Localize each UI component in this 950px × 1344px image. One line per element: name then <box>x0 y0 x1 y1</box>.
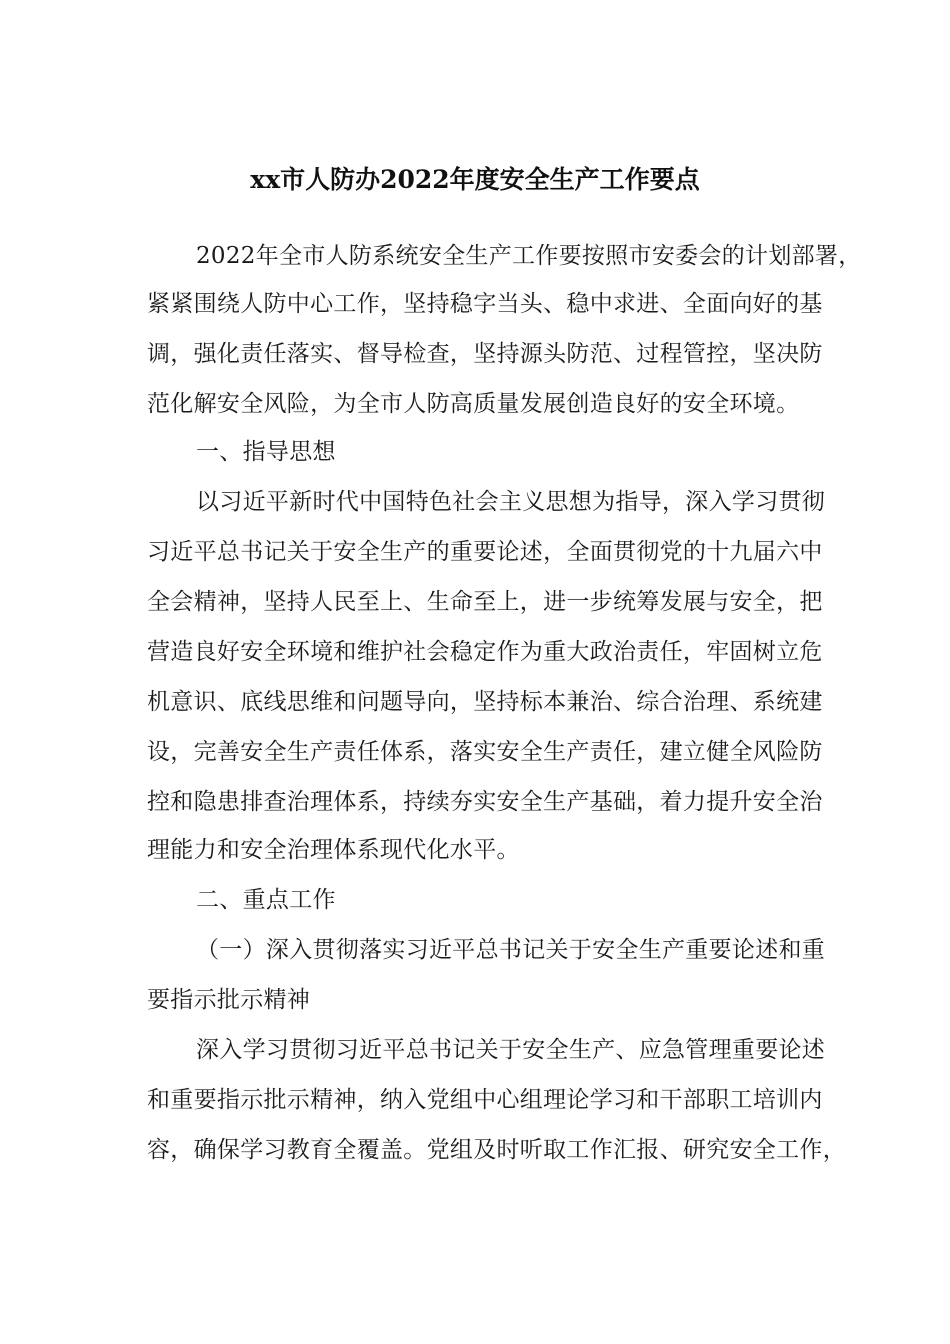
guiding-line-7: 控和隐患排查治理体系，持续夯实安全生产基础，着力提升安全治 <box>147 789 823 815</box>
intro-line-1: 2022年全市人防系统安全生产工作要按照市安委会的计划部署， <box>196 243 862 269</box>
key-work-line-2: 和重要指示批示精神，纳入党组中心组理论学习和干部职工培训内 <box>147 1087 823 1113</box>
document-title: xx市人防办2022年度安全生产工作要点 <box>250 165 700 194</box>
section-heading-key-work: 二、重点工作 <box>196 887 336 913</box>
intro-line-2: 紧紧围绕人防中心工作，坚持稳字当头、稳中求进、全面向好的基 <box>147 291 823 317</box>
subsection-heading-1-line-2: 要指示批示精神 <box>147 987 311 1013</box>
section-heading-guiding-thought: 一、指导思想 <box>196 439 336 465</box>
intro-line-4: 范化解安全风险，为全市人防高质量发展创造良好的安全环境。 <box>147 391 800 417</box>
guiding-line-4: 营造良好安全环境和维护社会稳定作为重大政治责任，牢固树立危 <box>147 639 823 665</box>
guiding-line-8: 理能力和安全治理体系现代化水平。 <box>147 837 520 863</box>
guiding-line-1: 以习近平新时代中国特色社会主义思想为指导，深入学习贯彻 <box>196 489 826 515</box>
intro-line-3: 调，强化责任落实、督导检查，坚持源头防范、过程管控，坚决防 <box>147 341 823 367</box>
key-work-line-3: 容，确保学习教育全覆盖。党组及时听取工作汇报、研究安全工作， <box>147 1137 846 1163</box>
guiding-line-5: 机意识、底线思维和问题导向，坚持标本兼治、综合治理、系统建 <box>147 689 823 715</box>
guiding-line-2: 习近平总书记关于安全生产的重要论述，全面贯彻党的十九届六中 <box>147 539 823 565</box>
guiding-line-6: 设，完善安全生产责任体系，落实安全生产责任，建立健全风险防 <box>147 739 823 765</box>
subsection-heading-1-line-1: （一）深入贯彻落实习近平总书记关于安全生产重要论述和重 <box>196 937 826 963</box>
key-work-line-1: 深入学习贯彻习近平总书记关于安全生产、应急管理重要论述 <box>196 1037 826 1063</box>
guiding-line-3: 全会精神，坚持人民至上、生命至上，进一步统筹发展与安全，把 <box>147 589 823 615</box>
